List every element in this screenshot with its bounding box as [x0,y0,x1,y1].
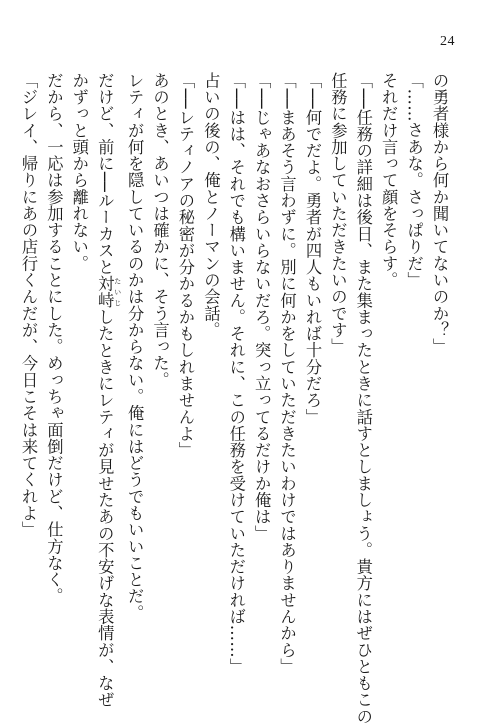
text-line-10: 占いの後の、俺とノーマンの会話。 [201,72,221,339]
text-line-12: あのとき、あいつは確かに、そう言った。 [150,72,170,389]
ruby-reading-text: たいじ [113,275,122,309]
text-line-16: だから、一応は参加することにした。めっちゃ面倒だけど、仕方なく。 [44,72,64,605]
text-line-5: 任務に参加していただきたいのです」 [328,72,348,355]
vertical-text-body [19,72,452,725]
text-line-13: レティが何を隠しているのかは分からない。俺にはどうでもいいことだ。 [125,72,145,622]
text-line-8: 「──じゃあなおさらいらないだろ。突っ立ってるだけか俺は」 [252,72,272,542]
text-line-14-with-ruby [92,72,122,709]
text-line-1: の勇者様から何か聞いてないのか？」 [430,72,449,355]
text-line-6: 「──何でだよ。勇者が四人もいれば十分だろ」 [302,72,322,426]
ruby-word: 対峙 たいじ [95,275,122,309]
text-line-14: だけど、前に──ルーカスと対峙 たいじしたときにレティが見せたあの不安げな表情が、なぜ [95,72,122,709]
text-line-3: それだけ言って顔をそらす。 [379,72,399,289]
text-line-17: 「ジレイ、帰りにあの店行くんだが、今日こそは来てくれよ」 [19,72,38,538]
text-line-9: 「──はは、それでも構いません。それに、この任務を受けていただければ……」 [226,72,246,675]
text-line-15: かずっと頭から離れない。 [69,72,89,272]
text-line-7: 「──まあそう言わずに。別に何かをしていただきたいわけではありませんから」 [277,72,297,675]
page-number: 24 [440,34,455,49]
text-line-4: 「──任務の詳細は後日、また集まったときに話すとしましょう。貴方にはぜひともこの [353,72,373,725]
text-line-2: 「……さあな。さっぱりだ」 [404,72,424,289]
text-line-11: 「──レティノアの秘密が分かるかもしれませんよ」 [175,72,195,459]
